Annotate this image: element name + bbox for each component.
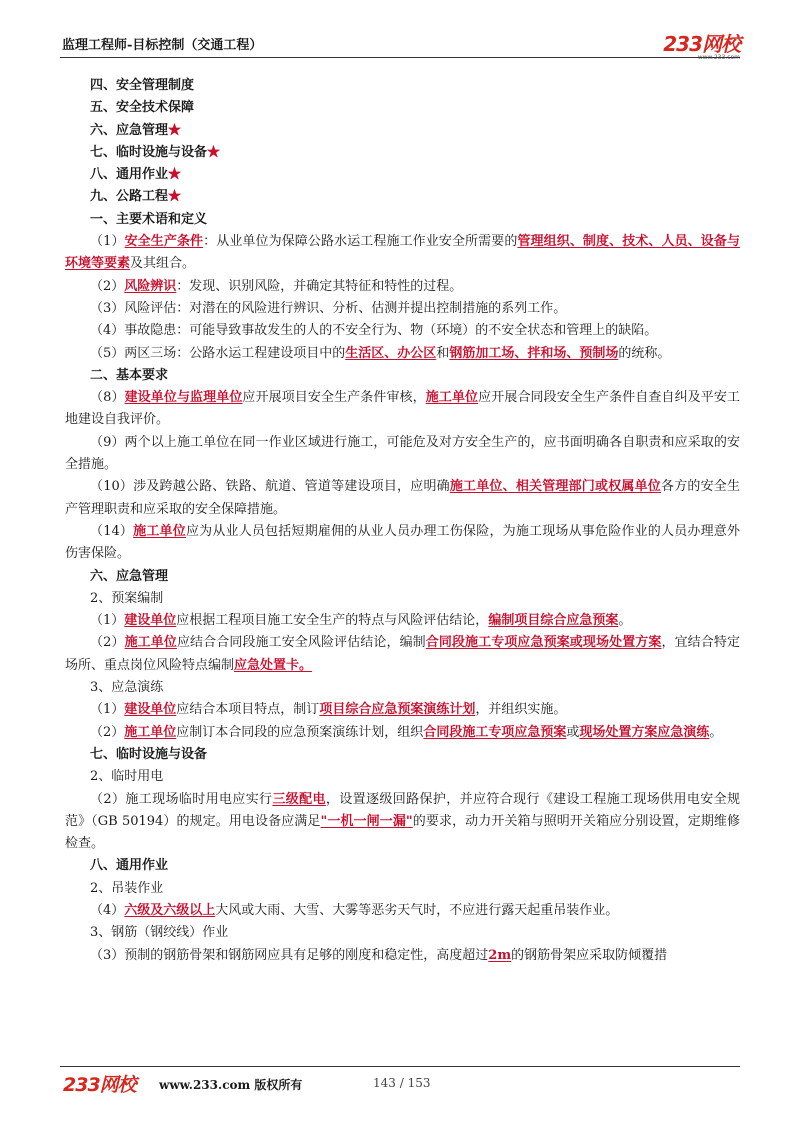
section-heading: 一、主要术语和定义 <box>90 211 208 227</box>
header-divider <box>60 57 740 58</box>
paragraph: （1）建设单位应结合本项目特点，制订项目综合应急预案演练计划，并组织实施。 <box>90 702 567 718</box>
footer-divider <box>60 1066 740 1067</box>
logo-text: 233网校 <box>663 32 740 56</box>
subsection-heading: 2、预案编制 <box>90 590 164 606</box>
star-icon: ★ <box>168 122 182 138</box>
paragraph: （4）事故隐患：可能导致事故发生的人的不安全行为、物（环境）的不安全状态和管理上的缺陷。 <box>90 323 658 339</box>
toc-item: 四、安全管理制度 <box>90 78 195 93</box>
paragraph: （9）两个以上施工单位在同一作业区域进行施工，可能危及对方安全生产的，应书面明确各自职责和应采取的安全措施。 <box>65 434 740 473</box>
toc-item: 七、临时设施与设备★ <box>90 144 221 160</box>
paragraph: （2）施工单位应制订本合同段的应急预案演练计划，组织合同段施工专项应急预案或现场处置方案应急演练。 <box>90 724 723 740</box>
page-header <box>60 28 740 68</box>
subsection-heading: 2、吊装作业 <box>90 880 164 896</box>
star-icon: ★ <box>168 167 182 183</box>
toc-item: 五、安全技术保障 <box>90 100 195 116</box>
page-number: 143 / 153 <box>373 1076 431 1090</box>
paragraph: （8）建设单位与监理单位应开展项目安全生产条件审核，施工单位应开展合同段安全生产条件自查自纠及平安工地建设自我评价。 <box>65 390 740 428</box>
document-body <box>65 75 740 967</box>
section-heading: 八、通用作业 <box>90 858 169 874</box>
paragraph: （5）两区三场：公路水运工程建设项目中的生活区、办公区和钢筋加工场、拌和场、预制场的统称。 <box>90 345 671 361</box>
document-title: 监理工程师-目标控制（交通工程） <box>62 38 263 53</box>
paragraph: （1）建设单位应根据工程项目施工安全生产的特点与风险评估结论，编制项目综合应急预案。 <box>90 613 632 629</box>
subsection-heading: 3、钢筋（钢绞线）作业 <box>90 925 229 941</box>
copyright-text: www.233.com 版权所有 <box>159 1078 303 1092</box>
paragraph: （10）涉及跨越公路、铁路、航道、管道等建设项目，应明确施工单位、相关管理部门或权属单位各方的安全生产管理职责和应采取的安全保障措施。 <box>65 479 740 517</box>
paragraph: （3）预制的钢筋骨架和钢筋网应具有足够的刚度和稳定性，高度超过2m的钢筋骨架应采取防倾覆措 <box>90 947 668 963</box>
section-heading: 六、应急管理 <box>90 568 169 584</box>
star-icon: ★ <box>207 144 221 160</box>
toc-item: 九、公路工程★ <box>90 189 182 205</box>
section-heading: 七、临时设施与设备 <box>90 746 208 762</box>
toc-item: 八、通用作业★ <box>90 167 182 183</box>
section-heading: 二、基本要求 <box>90 367 169 383</box>
paragraph: （4）六级及六级以上大风或大雨、大雪、大雾等恶劣天气时，不应进行露天起重吊装作业。 <box>90 902 619 918</box>
page-footer <box>63 1072 740 1096</box>
paragraph: （1）安全生产条件：从业单位为保障公路水运工程施工作业安全所需要的管理组织、制度、技术、人员、设备与环境等要素及其组合。 <box>65 234 740 272</box>
paragraph: （14）施工单位应为从业人员包括短期雇佣的从业人员办理工伤保险，为施工现场从事危险作业的人员办理意外伤害保险。 <box>65 523 740 562</box>
paragraph: （2）风险辨识：发现、识别风险，并确定其特征和特性的过程。 <box>90 278 463 294</box>
paragraph: （2）施工单位应结合合同段施工安全风险评估结论，编制合同段施工专项应急预案或现场处置方案，宜结合特定场所、重点岗位风险特点编制应急处置卡。 <box>65 635 740 673</box>
logo-url: www.233.com <box>697 54 740 61</box>
footer-logo: 233网校 <box>63 1074 136 1096</box>
paragraph: （2）施工现场临时用电应实行三级配电，设置逐级回路保护，并应符合现行《建设工程施工现场供用电安全规范》（GB 50194）的规定。用电设备应满足"一机一闸一漏"的要求，动力开关箱与照明开关箱应分别设置，定期维修检查。 <box>65 791 740 852</box>
subsection-heading: 2、临时用电 <box>90 769 164 785</box>
toc-item: 六、应急管理★ <box>90 122 182 138</box>
star-icon: ★ <box>168 189 182 205</box>
subsection-heading: 3、应急演练 <box>90 680 164 696</box>
paragraph: （3）风险评估：对潜在的风险进行辨识、分析、估测并提出控制措施的系列工作。 <box>90 300 567 316</box>
